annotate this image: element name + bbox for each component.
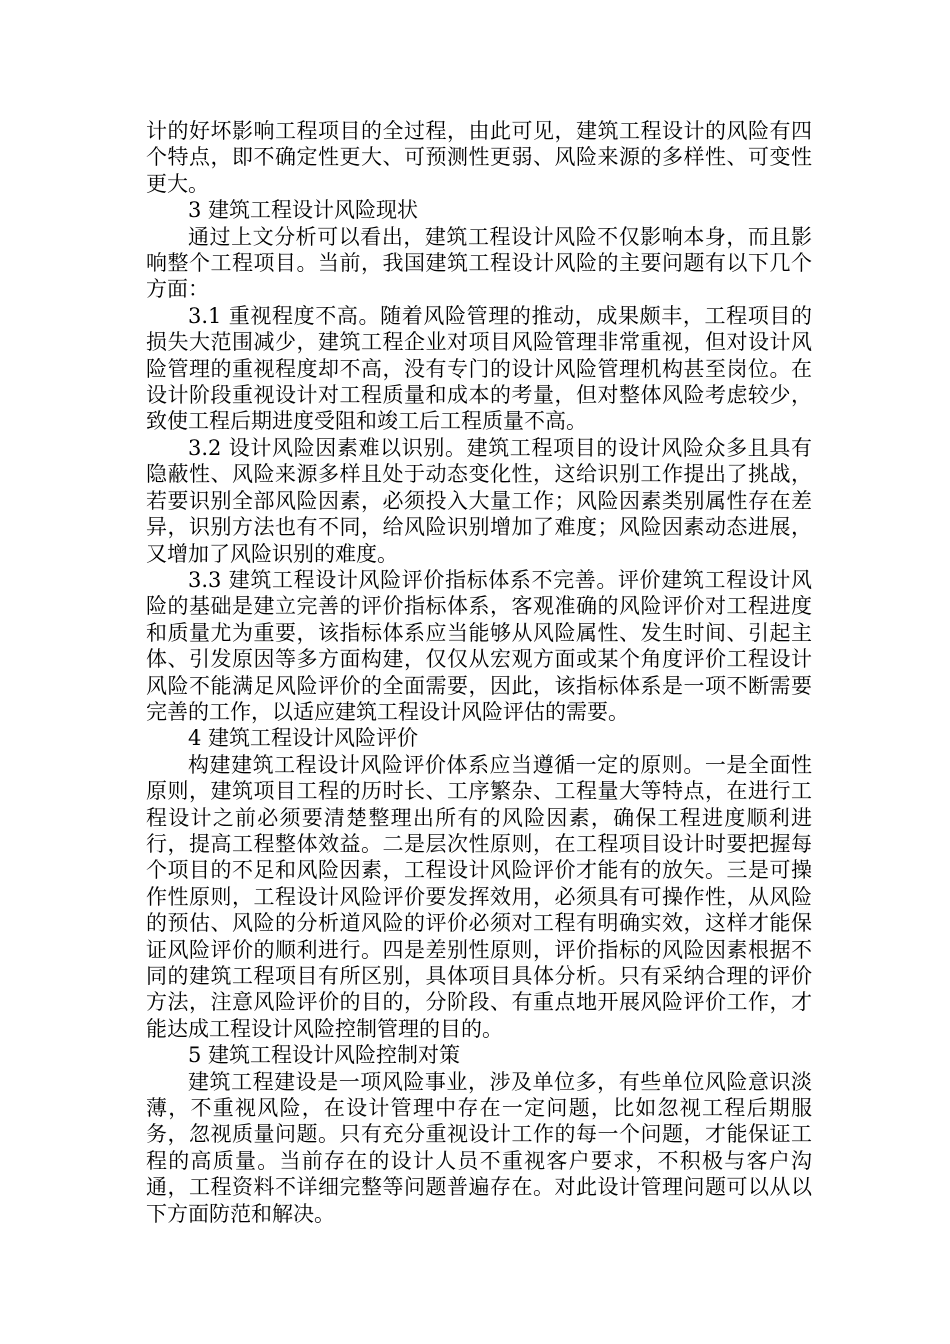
paragraph-section-3-intro: 通过上文分析可以看出，建筑工程设计风险不仅影响本身，而且影响整个工程项目。当前，我国建筑工程设计风险的主要问题有以下几个方面：	[146, 224, 812, 302]
paragraph-3-1: 3.1 重视程度不高。随着风险管理的推动，成果颇丰，工程项目的损失大范围减少，建筑工程企业对项目风险管理非常重视，但对设计风险管理的重视程度却不高，没有专门的设计风险管理机构甚至岗位。在设计阶段重视设计对工程质量和成本的考量，但对整体风险考虑较少，致使工程后期进度受阻和竣工后工程质量不高。	[146, 303, 812, 434]
paragraph-continuation: 计的好坏影响工程项目的全过程，由此可见，建筑工程设计的风险有四个特点，即不确定性更大、可预测性更弱、风险来源的多样性、可变性更大。	[146, 119, 812, 196]
section-heading-5: 5 建筑工程设计风险控制对策	[188, 1043, 461, 1068]
paragraph-section-5: 建筑工程建设是一项风险事业，涉及单位多，有些单位风险意识淡薄，不重视风险，在设计管理中存在一定问题，比如忽视工程后期服务，忽视质量问题。只有充分重视设计工作的每一个问题，才能保证工程的高质量。当前存在的设计人员不重视客户要求，不积极与客户沟通，工程资料不详细完整等问题普遍存在。对此设计管理问题可以从以下方面防范和解决。	[146, 1069, 812, 1226]
paragraph-section-4: 构建建筑工程设计风险评价体系应当遵循一定的原则。一是全面性原则，建筑项目工程的历时长、工序繁杂、工程量大等特点，在进行工程设计之前必须要清楚整理出所有的风险因素，确保工程进度顺利进行，提高工程整体效益。二是层次性原则，在工程项目设计时要把握每个项目的不足和风险因素，工程设计风险评价才能有的放矢。三是可操作性原则，工程设计风险评价要发挥效用，必须具有可操作性，从风险的预估、风险的分析道风险的评价必须对工程有明确实效，这样才能保证风险评价的顺利进行。四是差别性原则，评价指标的风险因素根据不同的建筑工程项目有所区别，具体项目具体分析。只有采纳合理的评价方法，注意风险评价的目的，分阶段、有重点地开展风险评价工作，才能达成工程设计风险控制管理的目的。	[146, 752, 812, 1041]
paragraph-3-2: 3.2 设计风险因素难以识别。建筑工程项目的设计风险众多且具有隐蔽性、风险来源多样且处于动态变化性，这给识别工作提出了挑战，若要识别全部风险因素，必须投入大量工作；风险因素类别属性存在差异，识别方法也有不同，给风险识别增加了难度；风险因素动态进展，又增加了风险识别的难度。	[146, 435, 812, 566]
paragraph-3-3: 3.3 建筑工程设计风险评价指标体系不完善。评价建筑工程设计风险的基础是建立完善的评价指标体系，客观准确的风险评价对工程进度和质量尤为重要，该指标体系应当能够从风险属性、发生时间、引起主体、引发原因等多方面构建，仅仅从宏观方面或某个角度评价工程设计风险不能满足风险评价的全面需要，因此，该指标体系是一项不断需要完善的工作，以适应建筑工程设计风险评估的需要。	[146, 567, 812, 724]
section-heading-4: 4 建筑工程设计风险评价	[188, 726, 419, 751]
section-heading-3: 3 建筑工程设计风险现状	[188, 198, 419, 223]
document-page	[146, 118, 812, 1227]
